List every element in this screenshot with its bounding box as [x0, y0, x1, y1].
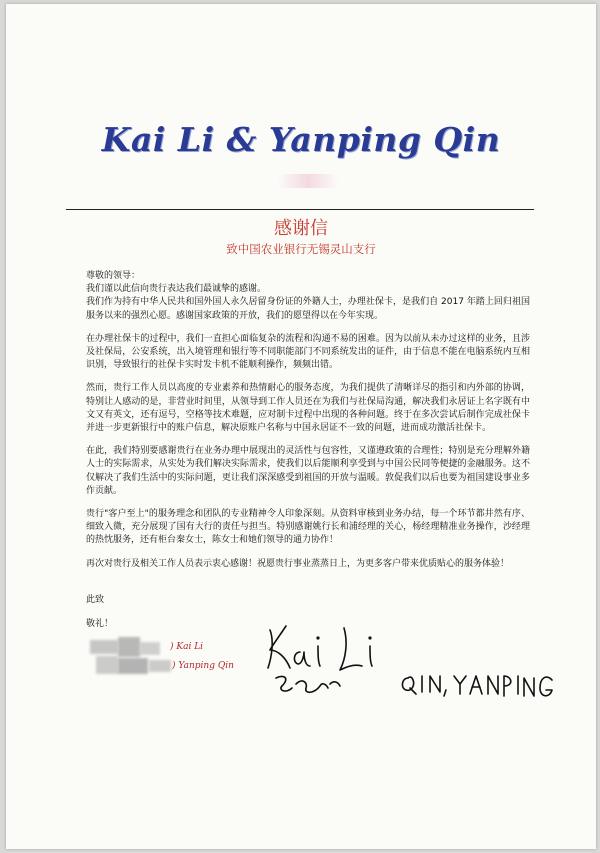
- letter-page: [6, 4, 596, 849]
- body-paragraph: 我们谨以此信向贵行表达我们最诚挚的感谢。: [86, 284, 267, 295]
- header-divider: [66, 209, 534, 210]
- typed-signature-1: ) Kai Li: [170, 642, 204, 652]
- letter-recipient: 致中国农业银行无锡灵山支行: [226, 242, 376, 256]
- letterhead-smudge: [278, 174, 338, 188]
- body-paragraph: 在此，我们特别要感谢贵行在业务办理中展现出的灵活性与包容性，又谨遵政策的合理性；特别是充分理解外籍人士的实际需求，从实处为我们解决实际需求，使我们以后能顺利享受到与中国公民同等便捷的金融服务。这不仅解决了我们生活中的实际问题，更让我们深深感受到祖国的开放与温暖。敦促我们以后也要为祖国建设事业多作贡献。: [86, 446, 530, 496]
- salutation: 尊敬的领导：: [86, 271, 141, 281]
- redaction-block: [96, 656, 118, 674]
- closing-line-2: 敬礼！: [86, 619, 114, 629]
- body-paragraph: 再次对贵行及相关工作人员表示衷心感谢！祝愿贵行事业蒸蒸日上，为更多客户带来优质贴心的服务体验！: [86, 558, 510, 569]
- body-paragraph: 然而，贵行工作人员以高度的专业素养和热情耐心的服务态度，为我们提供了清晰详尽的指引和内外部的协调，特别让人感动的是，非营业时间里，从领导到工作人员还在为我们与社保局沟通，解决我们永居证上名字既有中文又有英文，还有逗号，空格等技术难题，应对制卡过程中出现的各种问题。终于在多次尝试后制作完成社保卡并进一步更新银行中的账户信息，解决原账户名称与中国永居证不一致的问题，进而成功激活社保卡。: [86, 383, 530, 434]
- redaction-block: [118, 637, 140, 657]
- closing-line-1: 此致: [86, 595, 105, 605]
- redaction-block: [90, 640, 118, 654]
- body-paragraph: 我们作为持有中华人民共和国外国人永久居留身份证的外籍人士，办理社保卡，是我们自 2017 年踏上回归祖国服务以来的强烈心愿。感谢国家政策的开放，我们的愿望得以在今年实现。: [86, 297, 530, 321]
- redaction-block: [140, 642, 160, 655]
- redaction-block: [149, 660, 171, 672]
- letterhead-name: Kai Li & Yanping Qin: [101, 120, 501, 159]
- redaction-block: [118, 658, 148, 674]
- handwritten-signatures: [256, 616, 556, 716]
- body-paragraph: 贵行"客户至上"的服务理念和团队的专业精神令人印象深刻。从资料审核到业务办结，每一个环节都井然有序、细致入微，充分展现了国有大行的责任与担当。特别感谢姚行长和浦经理的关心，杨经理精准业务操作，沙经理的热忱服务，还有柜台秦女士，陈女士和她们领导的通力协作！: [86, 509, 530, 546]
- typed-signature-2: ) Yanping Qin: [172, 661, 234, 671]
- body-paragraph: 在办理社保卡的过程中，我们一直担心面临复杂的流程和沟通不易的困难。因为以前从未办过这样的业务，且涉及社保局，公安系统，出入境管理和银行等不同职能部门不同系统发出的证件，由于信息不能在电脑系统内互相识别，导致银行的社保卡实时发卡机不能顺利操作，频频出错。: [86, 333, 530, 371]
- letter-title: 感谢信: [274, 218, 328, 239]
- letter-body: [86, 270, 530, 581]
